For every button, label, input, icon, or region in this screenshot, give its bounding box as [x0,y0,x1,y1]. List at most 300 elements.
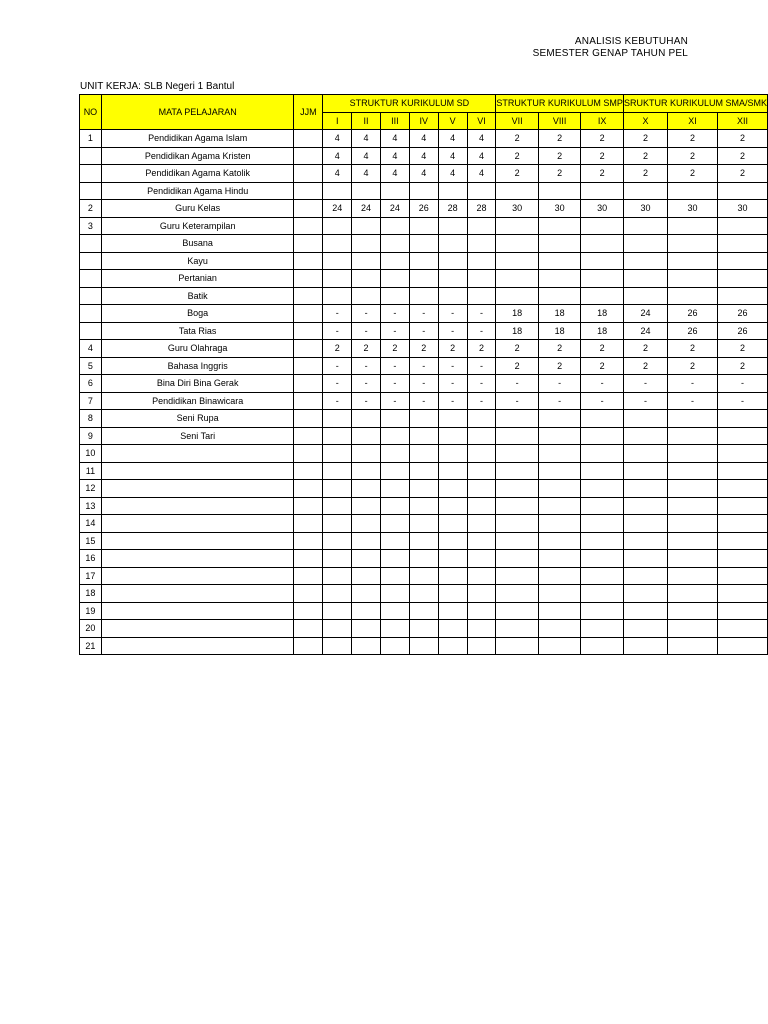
jjm-cell [294,340,323,358]
hours-cell [467,462,496,480]
hours-cell [623,515,667,533]
hours-cell: 4 [438,165,467,183]
table-row [80,270,768,288]
hours-cell: 30 [623,200,667,218]
table-row [80,130,768,148]
hours-cell [409,462,438,480]
subject-cell: Pendidikan Agama Kristen [101,147,294,165]
hours-cell [438,585,467,603]
hours-cell: - [538,375,581,393]
hours-cell: 28 [438,200,467,218]
hours-cell [438,515,467,533]
hours-cell [668,410,718,428]
row-number [80,235,102,253]
hours-cell [467,602,496,620]
jjm-cell [294,305,323,323]
hours-cell [623,252,667,270]
hours-cell [352,270,381,288]
hours-cell [352,532,381,550]
hours-cell [581,445,624,463]
hours-cell: - [467,392,496,410]
hours-cell [409,585,438,603]
hours-cell: 2 [496,130,539,148]
hours-cell [668,620,718,638]
hours-cell [409,217,438,235]
hours-cell [438,217,467,235]
hours-cell [352,462,381,480]
hours-cell: - [409,357,438,375]
hours-cell [323,270,352,288]
hours-cell: 30 [668,200,718,218]
hours-cell [496,217,539,235]
row-number: 6 [80,375,102,393]
jjm-cell [294,532,323,550]
hours-cell: 26 [717,305,767,323]
hours-cell: 4 [467,147,496,165]
hours-cell: 2 [538,147,581,165]
row-number: 20 [80,620,102,638]
table-row [80,567,768,585]
hours-cell [538,567,581,585]
hours-cell: 2 [581,340,624,358]
hours-cell: 18 [496,305,539,323]
hours-cell [717,217,767,235]
subject-cell: Seni Rupa [101,410,294,428]
hours-cell [438,410,467,428]
subject-cell: Guru Olahraga [101,340,294,358]
hours-cell: 24 [380,200,409,218]
hours-cell: 4 [352,130,381,148]
table-row [80,252,768,270]
hours-cell [623,235,667,253]
hours-cell [409,287,438,305]
col-header-jjm: JJM [294,95,323,130]
subject-cell: Pendidikan Agama Hindu [101,182,294,200]
hours-cell [496,567,539,585]
row-number: 17 [80,567,102,585]
hours-cell [496,550,539,568]
row-number: 10 [80,445,102,463]
hours-cell: 2 [496,165,539,183]
subject-cell [101,602,294,620]
hours-cell [438,427,467,445]
hours-cell [496,532,539,550]
hours-cell [380,637,409,655]
hours-cell: 24 [323,200,352,218]
hours-cell: 2 [623,340,667,358]
hours-cell [496,270,539,288]
row-number [80,252,102,270]
hours-cell [409,620,438,638]
hours-cell [623,585,667,603]
hours-cell: 2 [538,130,581,148]
grade-header: VII [496,112,539,130]
hours-cell [581,532,624,550]
hours-cell: 2 [538,165,581,183]
hours-cell: 2 [623,130,667,148]
hours-cell: 2 [623,165,667,183]
hours-cell [352,480,381,498]
hours-cell: 30 [581,200,624,218]
hours-cell [380,427,409,445]
hours-cell: - [467,357,496,375]
grade-header: VI [467,112,496,130]
jjm-cell [294,637,323,655]
table-row [80,462,768,480]
hours-cell [623,602,667,620]
jjm-cell [294,445,323,463]
hours-cell [496,445,539,463]
hours-cell [438,445,467,463]
hours-cell: - [467,375,496,393]
row-number: 8 [80,410,102,428]
hours-cell [352,567,381,585]
hours-cell [496,620,539,638]
hours-cell: - [352,375,381,393]
hours-cell [581,480,624,498]
subject-cell: Pendidikan Binawicara [101,392,294,410]
hours-cell [323,182,352,200]
hours-cell [717,410,767,428]
hours-cell [323,462,352,480]
hours-cell [352,550,381,568]
table-row [80,305,768,323]
hours-cell [467,515,496,533]
hours-cell: - [380,322,409,340]
hours-cell [438,602,467,620]
row-number [80,305,102,323]
hours-cell [538,620,581,638]
hours-cell [380,182,409,200]
group-header-sma: SRUKTUR KURIKULUM SMA/SMK [623,95,767,113]
hours-cell [623,567,667,585]
hours-cell [409,182,438,200]
hours-cell [717,480,767,498]
hours-cell [717,182,767,200]
hours-cell [323,497,352,515]
grade-header: XI [668,112,718,130]
hours-cell: - [467,322,496,340]
hours-cell: - [467,305,496,323]
hours-cell: 2 [496,147,539,165]
hours-cell [538,515,581,533]
hours-cell [717,637,767,655]
hours-cell [581,427,624,445]
hours-cell: - [409,375,438,393]
hours-cell [496,462,539,480]
hours-cell [409,637,438,655]
hours-cell [438,252,467,270]
hours-cell [409,480,438,498]
hours-cell [380,217,409,235]
hours-cell [538,550,581,568]
hours-cell [623,270,667,288]
hours-cell: - [380,375,409,393]
hours-cell: 2 [438,340,467,358]
hours-cell [717,620,767,638]
hours-cell [380,497,409,515]
hours-cell [538,480,581,498]
hours-cell: 2 [717,165,767,183]
row-number: 15 [80,532,102,550]
hours-cell: 24 [623,322,667,340]
hours-cell [496,410,539,428]
table-row [80,497,768,515]
hours-cell [467,497,496,515]
hours-cell [352,585,381,603]
hours-cell [623,462,667,480]
table-body [80,130,768,655]
hours-cell [380,480,409,498]
subject-cell: Batik [101,287,294,305]
jjm-cell [294,182,323,200]
hours-cell [380,252,409,270]
hours-cell: - [438,357,467,375]
hours-cell [323,532,352,550]
jjm-cell [294,427,323,445]
hours-cell [668,585,718,603]
hours-cell [467,427,496,445]
col-header-subject: MATA PELAJARAN [101,95,294,130]
row-number [80,322,102,340]
subject-cell: Kayu [101,252,294,270]
hours-cell: 2 [581,357,624,375]
hours-cell [438,287,467,305]
jjm-cell [294,130,323,148]
group-header-sd: STRUKTUR KURIKULUM SD [323,95,496,113]
hours-cell: 4 [323,165,352,183]
row-number [80,165,102,183]
hours-cell [352,235,381,253]
jjm-cell [294,620,323,638]
hours-cell: 18 [581,305,624,323]
grade-header: II [352,112,381,130]
jjm-cell [294,217,323,235]
hours-cell [323,410,352,428]
hours-cell: 26 [668,322,718,340]
hours-cell [467,410,496,428]
hours-cell: 18 [581,322,624,340]
hours-cell [496,602,539,620]
hours-cell [352,602,381,620]
jjm-cell [294,357,323,375]
table-row [80,340,768,358]
grade-header: IV [409,112,438,130]
hours-cell [409,567,438,585]
hours-cell [496,287,539,305]
jjm-cell [294,322,323,340]
jjm-cell [294,147,323,165]
hours-cell: 2 [496,357,539,375]
hours-cell: 4 [438,130,467,148]
hours-cell: - [438,375,467,393]
row-number: 3 [80,217,102,235]
hours-cell [623,620,667,638]
hours-cell: 18 [496,322,539,340]
hours-cell [323,620,352,638]
grade-header: I [323,112,352,130]
hours-cell: 30 [717,200,767,218]
jjm-cell [294,585,323,603]
document-title: ANALISIS KEBUTUHAN [574,36,688,47]
hours-cell [668,235,718,253]
hours-cell [623,410,667,428]
hours-cell: - [323,375,352,393]
hours-cell [668,550,718,568]
hours-cell [438,270,467,288]
hours-cell: 4 [409,147,438,165]
hours-cell [668,252,718,270]
hours-cell: - [496,392,539,410]
jjm-cell [294,375,323,393]
hours-cell [409,445,438,463]
hours-cell [717,445,767,463]
grade-header: VIII [538,112,581,130]
subject-cell [101,620,294,638]
hours-cell: 4 [467,165,496,183]
hours-cell: 2 [668,147,718,165]
hours-cell [380,462,409,480]
hours-cell: - [352,392,381,410]
hours-cell [581,620,624,638]
hours-cell: 2 [380,340,409,358]
hours-cell [380,585,409,603]
hours-cell [352,252,381,270]
jjm-cell [294,550,323,568]
hours-cell: 2 [668,130,718,148]
table-row [80,182,768,200]
subject-cell: Bina Diri Bina Gerak [101,375,294,393]
hours-cell: 2 [496,340,539,358]
hours-cell: 24 [623,305,667,323]
hours-cell: 2 [717,130,767,148]
hours-cell: 4 [467,130,496,148]
subject-cell [101,462,294,480]
hours-cell [717,567,767,585]
document-subtitle: SEMESTER GENAP TAHUN PEL [532,48,688,59]
hours-cell [438,480,467,498]
hours-cell: 2 [717,340,767,358]
hours-cell [323,235,352,253]
table-row [80,550,768,568]
subject-cell: Tata Rias [101,322,294,340]
table-row [80,620,768,638]
hours-cell [668,427,718,445]
hours-cell: - [623,392,667,410]
hours-cell [668,287,718,305]
table-row [80,602,768,620]
hours-cell [409,235,438,253]
hours-cell: - [496,375,539,393]
hours-cell [581,182,624,200]
hours-cell [581,585,624,603]
hours-cell [438,550,467,568]
hours-cell: 30 [538,200,581,218]
hours-cell [623,427,667,445]
hours-cell [323,287,352,305]
hours-cell [581,602,624,620]
table-row [80,515,768,533]
subject-cell: Pendidikan Agama Islam [101,130,294,148]
subject-cell [101,550,294,568]
hours-cell: 2 [352,340,381,358]
hours-cell [467,287,496,305]
jjm-cell [294,252,323,270]
hours-cell: 4 [380,130,409,148]
hours-cell [581,462,624,480]
hours-cell [409,270,438,288]
hours-cell [496,182,539,200]
hours-cell: 2 [409,340,438,358]
hours-cell [467,550,496,568]
hours-cell: 2 [538,357,581,375]
hours-cell: - [409,305,438,323]
hours-cell [323,550,352,568]
hours-cell [409,410,438,428]
hours-cell: 2 [717,147,767,165]
grade-header: XII [717,112,767,130]
row-number [80,182,102,200]
hours-cell [496,585,539,603]
hours-cell: 26 [717,322,767,340]
hours-cell: - [581,375,624,393]
hours-cell [538,532,581,550]
hours-cell: 2 [467,340,496,358]
hours-cell [380,532,409,550]
hours-cell [668,497,718,515]
hours-cell [623,287,667,305]
hours-cell: 2 [581,130,624,148]
hours-cell [323,427,352,445]
table-row [80,165,768,183]
hours-cell: - [717,375,767,393]
hours-cell: 26 [668,305,718,323]
table-row [80,147,768,165]
jjm-cell [294,462,323,480]
hours-cell: 2 [538,340,581,358]
hours-cell [623,637,667,655]
jjm-cell [294,497,323,515]
hours-cell [581,497,624,515]
hours-cell [581,550,624,568]
hours-cell [668,637,718,655]
unit-kerja-label: UNIT KERJA: SLB Negeri 1 Bantul [80,81,235,92]
hours-cell [623,480,667,498]
hours-cell: 28 [467,200,496,218]
row-number: 19 [80,602,102,620]
hours-cell [581,217,624,235]
hours-cell [323,445,352,463]
hours-cell: 4 [323,147,352,165]
hours-cell: 4 [409,130,438,148]
hours-cell: 18 [538,305,581,323]
hours-cell [538,410,581,428]
hours-cell [438,235,467,253]
hours-cell: 4 [438,147,467,165]
hours-cell [467,235,496,253]
subject-cell: Guru Kelas [101,200,294,218]
hours-cell [323,515,352,533]
hours-cell [581,235,624,253]
hours-cell: 4 [409,165,438,183]
hours-cell [581,270,624,288]
grade-header: III [380,112,409,130]
hours-cell [438,567,467,585]
hours-cell [323,217,352,235]
jjm-cell [294,602,323,620]
jjm-cell [294,515,323,533]
col-header-no: NO [80,95,102,130]
